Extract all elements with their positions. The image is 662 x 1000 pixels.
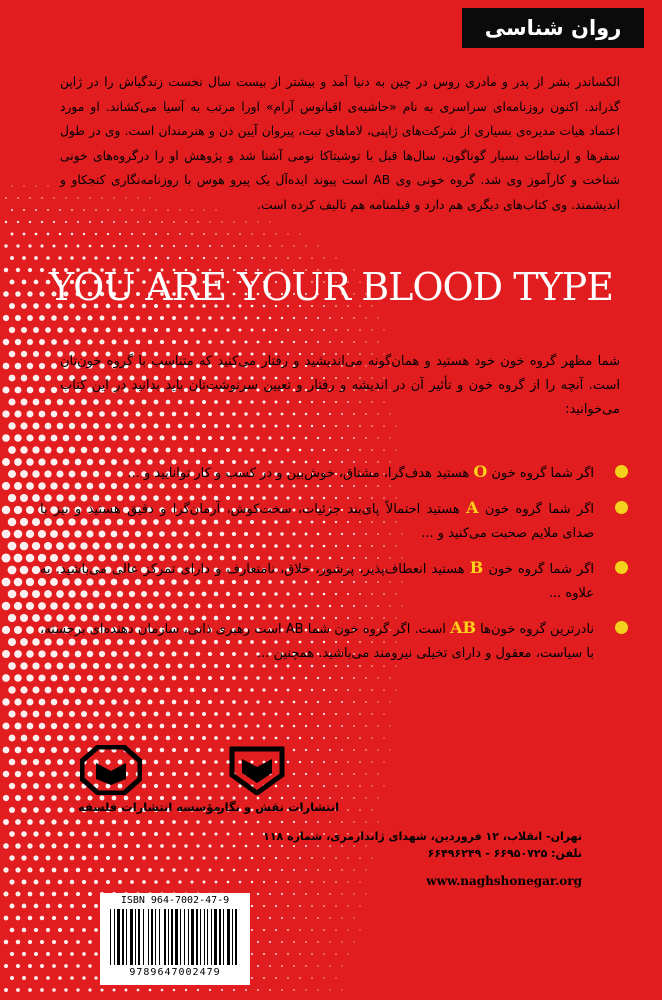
blood-type-label: A: [466, 498, 479, 517]
heart-book-icon: [226, 745, 288, 795]
barcode-icon: [108, 909, 242, 965]
octagon-book-icon: [80, 745, 142, 795]
blood-type-item-b: اگر شما گروه خون B هستید انعطاف‌پذیر، پرشور، خلاق، نامتعارف و دارای تمرکز عالی می‌باشید. به علاوه ...: [40, 556, 630, 606]
publisher-address: [112, 828, 582, 862]
publisher-name-left: مؤسسه انتشارات فلسفه: [78, 800, 221, 814]
bullet-dot-icon: [615, 561, 628, 574]
bullet-dot-icon: [615, 465, 628, 478]
address-line: تهران- انقلاب، ۱۲ فروردین، شهدای ژاندارمری، شماره ۱۱۸: [263, 830, 582, 843]
blood-type-item-a: اگر شما گروه خون A هستید احتمالاً پای‌بند جزئیات، سخت‌کوش، آرمان‌گرا و دقیق هستید و نیز با صدای ملایم صحبت می‌کنید و ...: [40, 496, 630, 546]
blood-type-label: O: [473, 462, 488, 481]
bullet-dot-icon: [615, 621, 628, 634]
blood-type-item-ab: نادرترین گروه خون‌ها AB است. اگر گروه خون شما AB است رهبری ذاتی، سازمان دهنده‌ای برجسته، با سیاست، معقول و دارای تخیلی نیرومند می‌باشید. همچنین ...: [40, 616, 630, 666]
phone-line: تلفن: ۶۶۹۵۰۷۲۵ - ۶۶۴۹۶۲۴۹: [427, 847, 582, 860]
isbn-number: ISBN 964-7002-47-9: [120, 895, 230, 906]
blood-type-label: B: [469, 558, 484, 577]
website-link[interactable]: www.naghshonegar.org: [426, 874, 582, 888]
blood-type-list: [40, 460, 630, 676]
publisher-name-right: انتشارات نقش و نگار: [218, 800, 340, 814]
bullet-dot-icon: [615, 501, 628, 514]
book-title: YOU ARE YOUR BLOOD TYPE: [49, 265, 613, 309]
blood-type-label: AB: [450, 618, 476, 637]
ean-number: 9789647002479: [129, 967, 221, 978]
lead-paragraph: شما مظهر گروه خون خود هستید و همان‌گونه می‌اندیشید و رفتار می‌کنید که متناسب با گروه خون‌تان است. آنچه را از گروه خون و تأثیر آن در اندیشه و رفتار و تعیین سرنوشت‌تان باید بدانید در این کتاب می‌خوانید:: [60, 354, 620, 417]
blood-type-item-o: اگر شما گروه خون O هستید هدف‌گرا، مشتاق، خوش‌بین و در کسب و کار توانایید و ...: [40, 460, 630, 486]
genre-banner: روان شناسی: [462, 8, 644, 48]
isbn-barcode-box: [100, 893, 250, 985]
author-bio: الکساندر بشر از پدر و مادری روس در چین به دنیا آمد و بیشتر از بیست سال نخست زندگیاش را در ژاپن گذراند. اکنون روزنامه‌ای سراسری به نام «حاشیه‌ی اقیانوس آرام» اورا مرتب به آسیا می‌کشاند. او مورد اعتماد هیات مدیره‌ی بسیاری از شرکت‌های ژاپنی، لاماهای تبت، پیروان آیین ذن و هنرمندان است. وی در طول سفرها و ارتباطات بسیار گوناگون، سال‌ها قبل با توشیتاکا نومی آشنا شد و پژوهش او را درگروه‌های خونی شناخت و کارآموز وی شد. گروه خونی وی AB است پیوند ایده‌آل یک پیرو هوس با روزنامه‌نگاری کنجکاو و اندیشمند. وی کتاب‌های دیگری هم دارد و فیلمنامه هم تالیف کرده است.: [60, 75, 620, 212]
